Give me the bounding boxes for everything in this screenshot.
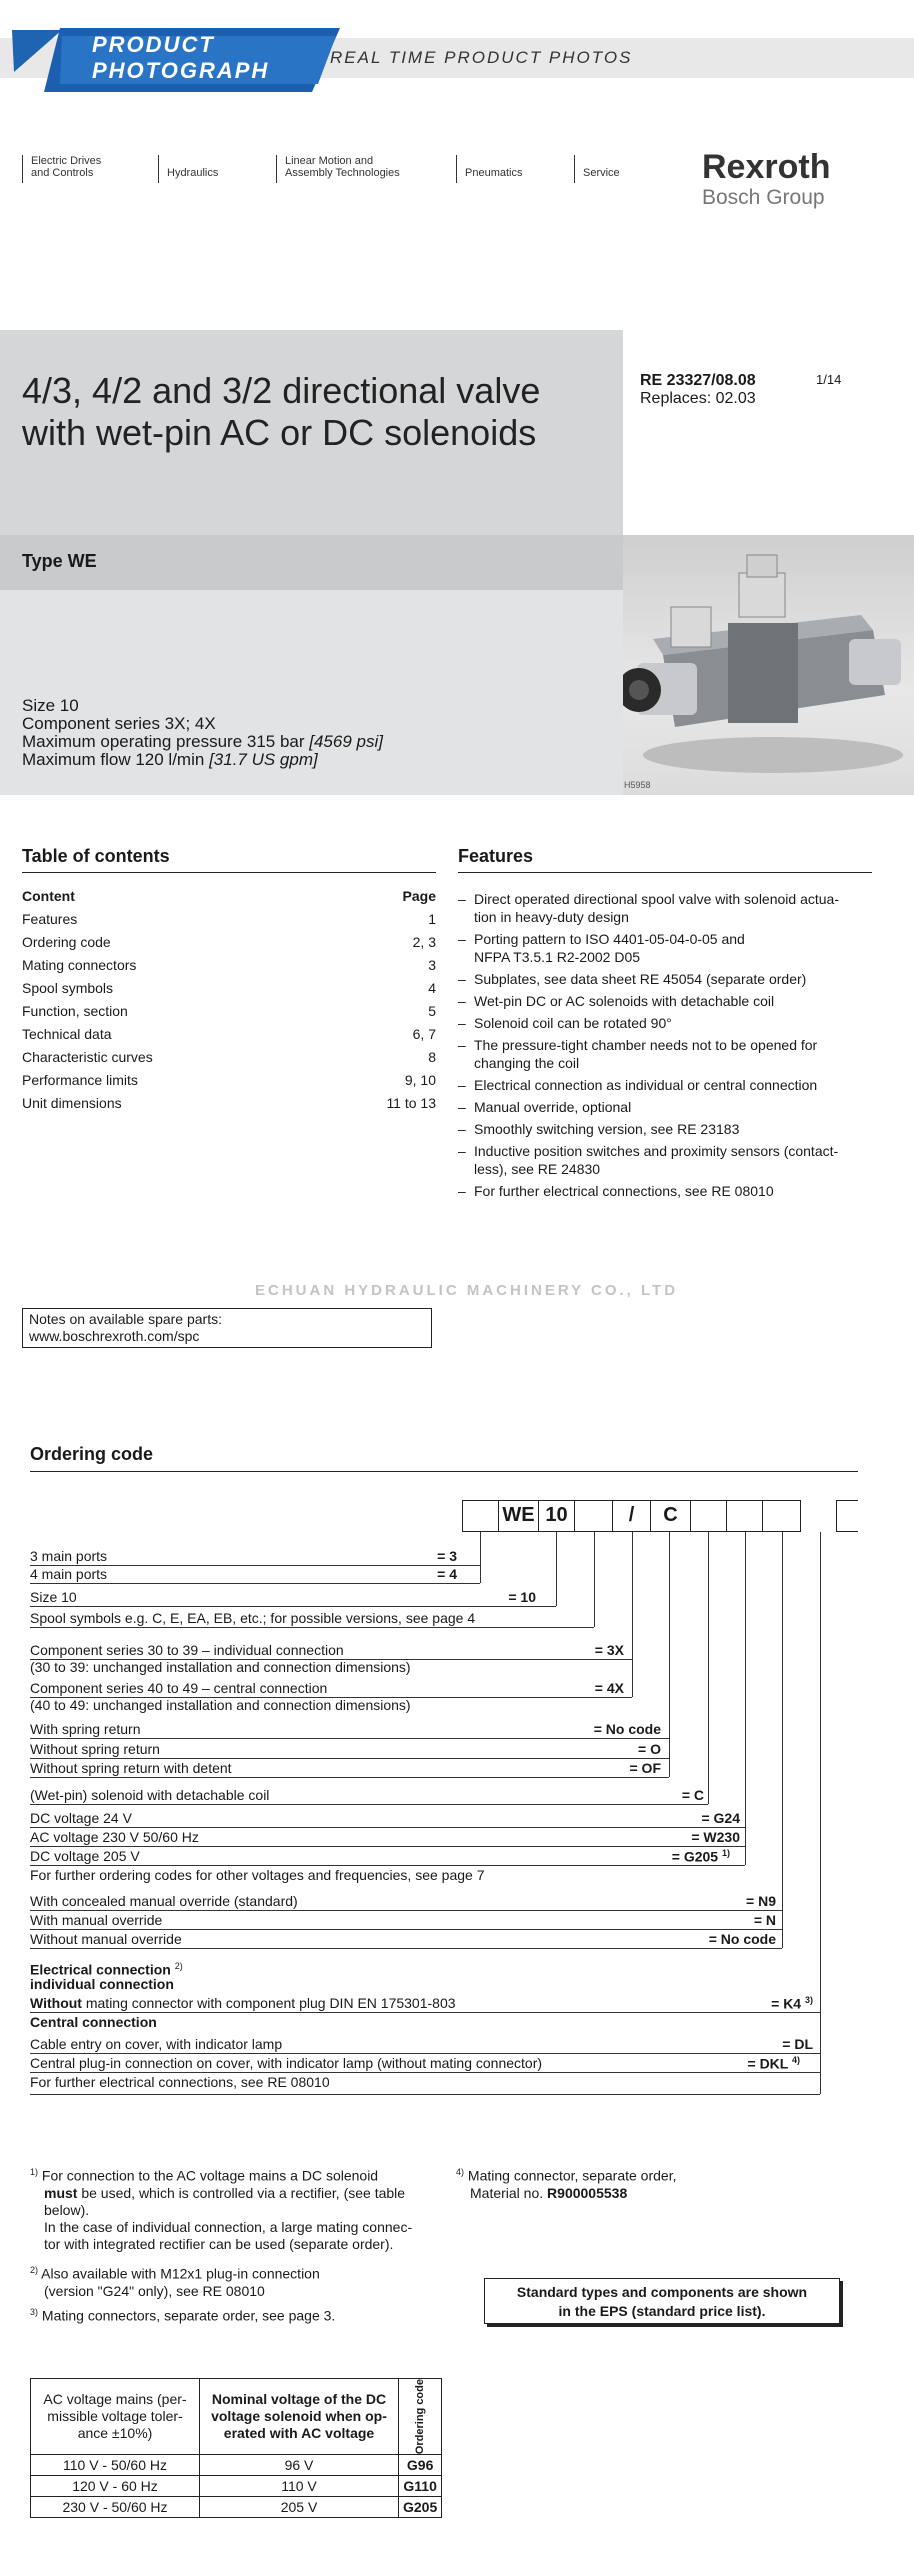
ordering-code-box: [726, 1500, 763, 1532]
leader-hline: [30, 2012, 820, 2013]
valve-product-photo: [623, 535, 914, 795]
leader-hline: [30, 1627, 594, 1628]
feature-item: – For further electrical connections, see RE 08010: [458, 1183, 774, 1199]
spare-parts-link[interactable]: www.boschrexroth.com/spc: [29, 1328, 200, 1344]
ordering-line: Central connection: [30, 2014, 157, 2030]
leader-vline: [669, 1532, 670, 1777]
ordering-code-box: [690, 1500, 727, 1532]
leader-hline: [30, 2053, 820, 2054]
feature-item: – Wet-pin DC or AC solenoids with detachable coil: [458, 993, 775, 1009]
feature-item: – Porting pattern to ISO 4401-05-04-0-05 and NFPA T3.5.1 R2-2002 D05: [458, 931, 745, 965]
ordering-line: Without mating connector with component plug DIN EN 175301-803: [30, 1995, 456, 2011]
leader-hline: [30, 1929, 782, 1930]
ordering-code-value: = OF: [629, 1760, 661, 1776]
ordering-code-value: = No code: [593, 1721, 661, 1737]
ordering-line: With spring return: [30, 1721, 141, 1737]
ordering-code-value: = DL: [782, 2036, 813, 2052]
leader-vline: [745, 1532, 746, 1865]
ordering-code-box: /: [612, 1500, 651, 1532]
toc-header: Content Page: [22, 888, 436, 904]
re-number: RE 23327/08.08: [640, 372, 756, 389]
toc-row[interactable]: Technical data 6, 7: [22, 1026, 436, 1042]
spec-size: Size 10: [22, 696, 79, 715]
toc-row[interactable]: Features 1: [22, 911, 436, 927]
toc-row[interactable]: Unit dimensions 11 to 13: [22, 1095, 436, 1111]
ordering-line: Cable entry on cover, with indicator lamp: [30, 2036, 283, 2052]
ordering-line: (30 to 39: unchanged installation and connection dimensions): [30, 1659, 411, 1675]
ordering-code-value: = 4: [437, 1566, 457, 1582]
leader-hline: [30, 1804, 708, 1805]
brand-name: Rexroth: [702, 148, 831, 186]
ordering-rule: [30, 1471, 858, 1472]
footnote-2: $^{2)}$ Also available with M12x1 plug-in connection (version "G24" only), see RE 08010: [30, 2265, 320, 2299]
ordering-line: DC voltage 24 V: [30, 1810, 132, 1826]
feature-item: – Smoothly switching version, see RE 23183: [458, 1121, 740, 1137]
ordering-line: Central plug-in connection on cover, with indicator lamp (without mating connector): [30, 2055, 543, 2071]
features-title: Features: [458, 846, 534, 866]
page-title: 4/3, 4/2 and 3/2 directional valve with wet-pin AC or DC solenoids: [22, 370, 541, 453]
leader-vline: [556, 1532, 557, 1606]
toc-row[interactable]: Mating connectors 3: [22, 957, 436, 973]
ordering-code-value: = 4X: [594, 1680, 624, 1696]
ordering-line: Size 10: [30, 1589, 77, 1605]
ordering-code-value: = G205 $^{1)}$: [671, 1848, 730, 1865]
leader-hline: [30, 2072, 820, 2073]
ordering-code-value: = N: [753, 1912, 776, 1928]
nav-hydraulics[interactable]: Hydraulics: [158, 155, 218, 183]
vt-header-code: Ordering code: [399, 2379, 442, 2455]
ordering-line: Component series 30 to 39 – individual connection: [30, 1642, 344, 1658]
badge-line-2: PHOTOGRAPH: [92, 58, 270, 83]
nav-linear-motion[interactable]: Linear Motion and Assembly Technologies: [276, 155, 400, 183]
leader-vline: [708, 1532, 709, 1804]
leader-hline: [30, 2094, 820, 2095]
leader-hline: [30, 1827, 745, 1828]
leader-hline: [30, 1738, 669, 1739]
ordering-code-box: 10: [538, 1500, 575, 1532]
leader-hline: [30, 1865, 745, 1866]
banner-tagline: REAL TIME PRODUCT PHOTOS: [330, 48, 633, 67]
ordering-line: Without spring return: [30, 1741, 160, 1757]
voltage-table: [30, 2378, 442, 2518]
valve-illustration: [623, 535, 914, 795]
ordering-code-value: = No code: [708, 1931, 776, 1947]
leader-hline: [30, 1910, 782, 1911]
leader-vline: [820, 1532, 821, 2094]
toc-row[interactable]: Function, section 5: [22, 1003, 436, 1019]
ordering-title: Ordering code: [30, 1444, 154, 1464]
leader-hline: [30, 1583, 480, 1584]
ordering-line: For further electrical connections, see RE 08010: [30, 2074, 330, 2090]
ordering-line: Electrical connection $^{2)}$: [30, 1961, 183, 1978]
toc-row[interactable]: Performance limits 9, 10: [22, 1072, 436, 1088]
type-label: Type WE: [22, 551, 97, 571]
ordering-code-box: [762, 1500, 801, 1532]
ordering-line: Without spring return with detent: [30, 1760, 232, 1776]
standard-types-note: Standard types and components are shown in the EPS (standard price list).: [484, 2278, 840, 2324]
nav-pneumatics[interactable]: Pneumatics: [456, 155, 522, 183]
ordering-line: With concealed manual override (standard): [30, 1893, 298, 1909]
ordering-code-box: [836, 1500, 858, 1532]
ordering-code-value: = N9: [746, 1893, 776, 1909]
toc-row[interactable]: Spool symbols 4: [22, 980, 436, 996]
ordering-line: 3 main ports: [30, 1548, 108, 1564]
spec-flow: Maximum flow 120 l/min [31.7 US gpm]: [22, 750, 318, 769]
ordering-line: AC voltage 230 V 50/60 Hz: [30, 1829, 199, 1845]
feature-item: – Solenoid coil can be rotated 90°: [458, 1015, 672, 1031]
ordering-line: DC voltage 205 V: [30, 1848, 140, 1864]
leader-hline: [30, 1606, 556, 1607]
ordering-line: Without manual override: [30, 1931, 182, 1947]
brand-group: Bosch Group: [702, 186, 825, 209]
feature-item: – Electrical connection as individual or central connection: [458, 1077, 818, 1093]
toc-row[interactable]: Characteristic curves 8: [22, 1049, 436, 1065]
ordering-line: With manual override: [30, 1912, 163, 1928]
toc-title: Table of contents: [22, 846, 170, 866]
leader-hline: [30, 1846, 745, 1847]
ordering-code-value: = K4 $^{3)}$: [771, 1995, 813, 2012]
nav-electric-drives[interactable]: Electric Drives and Controls: [22, 155, 101, 183]
ordering-code-value: = O: [638, 1741, 661, 1757]
leader-vline: [632, 1532, 633, 1697]
ordering-code-value: = 3X: [594, 1642, 624, 1658]
ordering-code-value: = 10: [508, 1589, 536, 1605]
spare-parts-notes: Notes on available spare parts: www.boschrexroth.com/spc: [22, 1308, 432, 1348]
toc-row[interactable]: Ordering code 2, 3: [22, 934, 436, 950]
photo-id: H5958: [624, 780, 651, 790]
leader-vline: [480, 1532, 481, 1583]
nav-service[interactable]: Service: [574, 155, 620, 183]
table-row: 110 V - 50/60 Hz 96 V G96: [31, 2455, 442, 2476]
ordering-line: Component series 40 to 49 – central connection: [30, 1680, 328, 1696]
ordering-line: individual connection: [30, 1976, 174, 1992]
feature-item: – Subplates, see data sheet RE 45054 (separate order): [458, 971, 807, 987]
table-row: 120 V - 60 Hz 110 V G110: [31, 2476, 442, 2497]
features-rule: [458, 872, 872, 873]
table-row: 230 V - 50/60 Hz 205 V G205: [31, 2497, 442, 2518]
badge-line-1: PRODUCT: [92, 32, 215, 57]
leader-hline: [30, 1948, 782, 1949]
ordering-line: (40 to 49: unchanged installation and connection dimensions): [30, 1697, 411, 1713]
ordering-code-value: = DKL $^{4)}$: [747, 2055, 800, 2072]
feature-item: – The pressure-tight chamber needs not to be opened for changing the coil: [458, 1037, 818, 1071]
feature-item: – Direct operated directional spool valve with solenoid actua- tion in heavy-duty design: [458, 891, 839, 925]
spec-series: Component series 3X; 4X: [22, 714, 216, 733]
ordering-code-box: C: [650, 1500, 691, 1532]
spec-pressure: Maximum operating pressure 315 bar [4569 psi]: [22, 732, 383, 751]
ordering-code-box: WE: [498, 1500, 539, 1532]
ordering-line: 4 main ports: [30, 1566, 108, 1582]
footnote-3: $^{3)}$ Mating connectors, separate order, see page 3.: [30, 2307, 336, 2324]
ordering-line: For further ordering codes for other voltages and frequencies, see page 7: [30, 1867, 485, 1883]
replaces-note: Replaces: 02.03: [640, 390, 756, 407]
leader-hline: [30, 1777, 669, 1778]
page-number: 1/14: [816, 372, 842, 387]
ordering-code-value: = G24: [701, 1810, 740, 1826]
ordering-line: Spool symbols e.g. C, E, EA, EB, etc.; for possible versions, see page 4: [30, 1610, 476, 1626]
vt-header-mains: AC voltage mains (per- missible voltage toler- ance ±10%): [31, 2379, 200, 2455]
footnote-4: $^{4)}$ Mating connector, separate order, Material no. R900005538: [456, 2167, 677, 2201]
ordering-code-value: = C: [681, 1787, 704, 1803]
watermark-text: ECHUAN HYDRAULIC MACHINERY CO., LTD: [255, 1282, 679, 1299]
ordering-code-box: [574, 1500, 613, 1532]
feature-item: – Manual override, optional: [458, 1099, 632, 1115]
ordering-line: (Wet-pin) solenoid with detachable coil: [30, 1787, 270, 1803]
ordering-code-box: [462, 1500, 499, 1532]
leader-vline: [782, 1532, 783, 1948]
feature-item: – Inductive position switches and proximity sensors (contact- less), see RE 24830: [458, 1143, 839, 1177]
leader-vline: [594, 1532, 595, 1627]
ordering-code-value: = 3: [437, 1548, 457, 1564]
footnote-1: $^{1)}$ For connection to the AC voltage mains a DC solenoid must be used, which is controlled via a rectifier, (see table below). In the case of individual connection, a large mating connec- tor with integrated rectifier can be used (separate order).: [30, 2167, 413, 2252]
toc-rule: [22, 872, 436, 873]
vt-header-nominal: Nominal voltage of the DC voltage solenoid when op- erated with AC voltage: [200, 2379, 399, 2455]
ordering-code-value: = W230: [691, 1829, 740, 1845]
leader-hline: [30, 1758, 669, 1759]
